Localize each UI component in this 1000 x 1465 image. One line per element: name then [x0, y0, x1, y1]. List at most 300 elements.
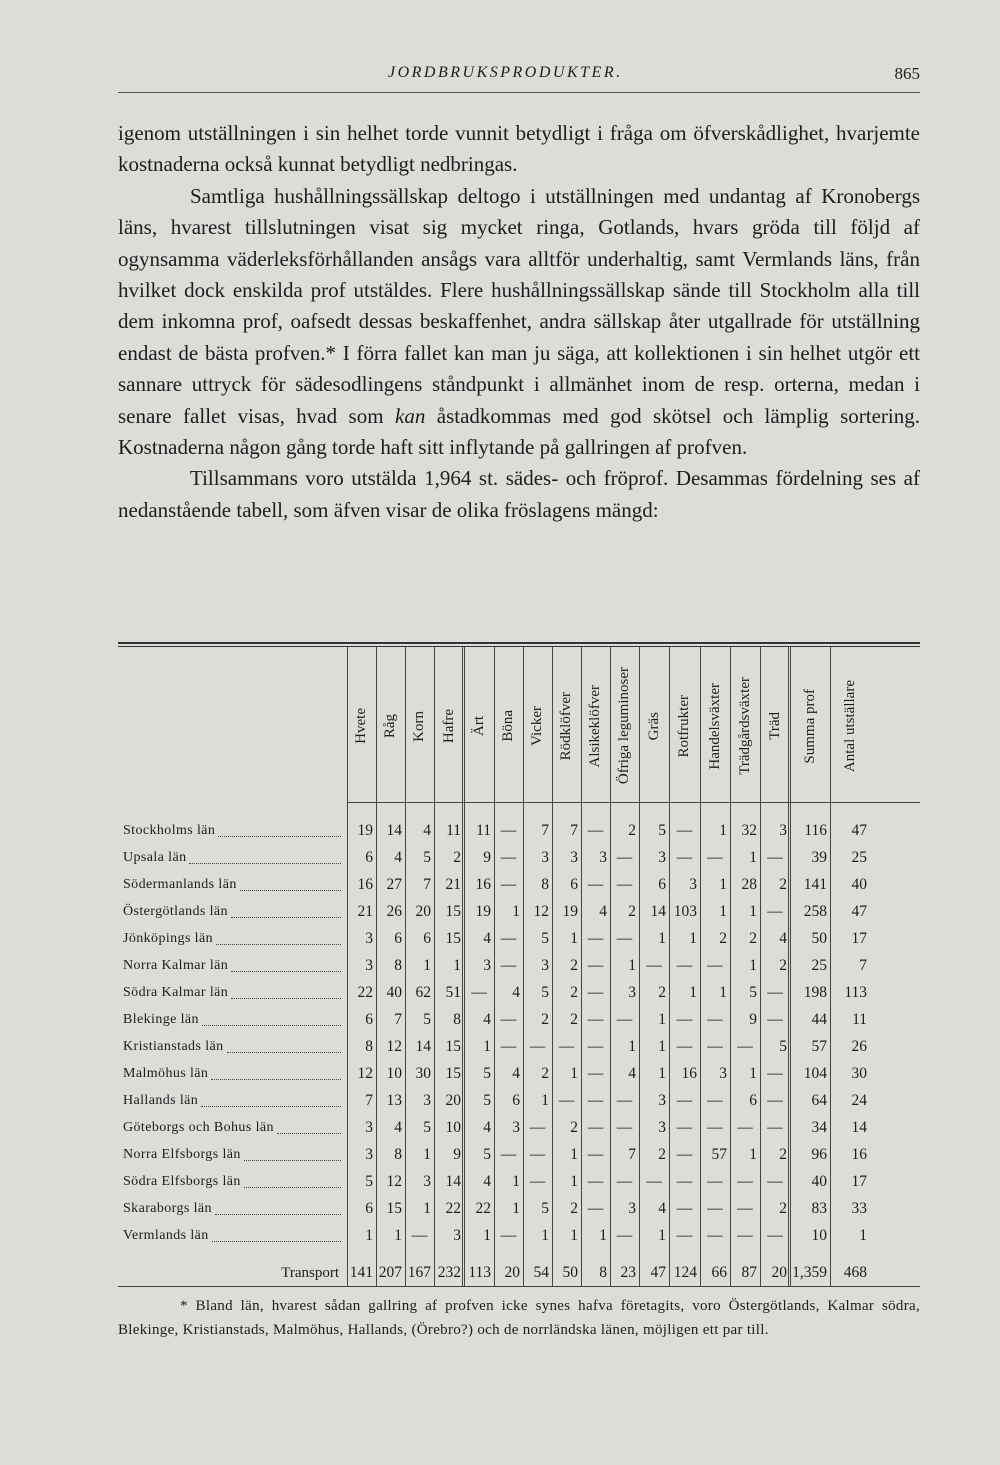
table-cell: — — [587, 1092, 604, 1109]
table-cell: 6 — [394, 930, 402, 947]
table-top-rule — [118, 642, 920, 644]
page-number: 865 — [894, 64, 920, 83]
table-cell: 40 — [386, 984, 402, 1001]
table-cell: 17 — [851, 930, 867, 947]
column-header-3 — [405, 652, 434, 800]
table-cell: 3 — [512, 1119, 520, 1136]
leader-dots — [201, 1096, 341, 1107]
table-cell: 12 — [386, 1173, 402, 1190]
table-cell: 3 — [570, 849, 578, 866]
table-cell: 17 — [851, 1173, 867, 1190]
table-cell: — — [707, 1119, 723, 1136]
table-cell: 34 — [811, 1119, 827, 1136]
table-row — [118, 1169, 920, 1195]
column-header-label: Trädgårdsväxter — [736, 677, 753, 775]
row-label-text: Norra Kalmar län — [123, 958, 229, 973]
table-cell: 4 — [512, 1065, 520, 1082]
row-label-text: Göteborgs och Bohus län — [123, 1120, 274, 1135]
table-cell: 1 — [658, 1065, 666, 1082]
table-cell: 1 — [689, 930, 697, 947]
table-cell: 3 — [365, 957, 373, 974]
table-cell: 5 — [749, 984, 757, 1001]
table-cell: 1 — [749, 1146, 757, 1163]
table-cell: — — [616, 1011, 633, 1028]
column-header-12 — [669, 652, 700, 800]
leader-dots — [227, 1042, 341, 1053]
table-cell: 1 — [512, 1173, 520, 1190]
table-cell: 14 — [650, 903, 666, 920]
paragraph-2-part-1: Samtliga hushållningssällskap deltogo i utställningen med undantag af Kronobergs läns, hvarest tillslutningen visat sig mycket ringa, Gotlands, hvars gröda till följd af ogynsamma väderleksförhållanden ansågs vara alltför underhaltig, samt Vermlands läns, från hvilket dock enskilda prof utstäldes. Flere hushållningssällskap sände till Stockholm alla till dem inkomna prof, oafsedt dessas beskaffenhet, andra sällskap åter utgallrade för utställning endast de bästa profven.* I förra fallet kan man ju säga, att kollektionen i sin helhet utgör ett sannare uttryck för sädesodlingens ståndpunkt i allmänhet inom de resp. orterna, medan i senare fallet visas, hvad som — [118, 183, 920, 428]
leader-dots — [240, 880, 341, 891]
table-cell: — — [500, 1011, 517, 1028]
table-cell: — — [471, 984, 487, 1001]
table-cell: 10 — [445, 1119, 461, 1136]
table-cell: — — [676, 1038, 693, 1055]
table-cell: 3 — [483, 957, 491, 974]
table-cell: 5 — [423, 1011, 431, 1028]
table-cell: 5 — [483, 1092, 491, 1109]
table-cell: 4 — [423, 822, 431, 839]
table-cell: — — [616, 1119, 633, 1136]
table-cell: 1 — [483, 1038, 491, 1055]
table-cell: — — [587, 1038, 604, 1055]
table-cell: 40 — [811, 1173, 827, 1190]
table-cell: 20 — [504, 1264, 520, 1281]
table-cell: 30 — [415, 1065, 431, 1082]
table-cell: 6 — [365, 1011, 373, 1028]
table-cell: — — [587, 1146, 604, 1163]
table-cell: — — [767, 1065, 783, 1082]
leader-dots — [211, 1069, 341, 1080]
table-cell: 3 — [658, 849, 666, 866]
table-cell: — — [616, 1173, 633, 1190]
table-cell: 3 — [541, 957, 549, 974]
table-cell: 3 — [541, 849, 549, 866]
table-cell: 1 — [658, 930, 666, 947]
table-cell: 7 — [423, 876, 431, 893]
row-label-text: Malmöhus län — [123, 1066, 209, 1081]
table-cell: 2 — [541, 1065, 549, 1082]
row-label-text: Upsala län — [123, 850, 187, 865]
column-header-label: Rödklöfver — [558, 691, 574, 761]
table-cell: 4 — [658, 1200, 666, 1217]
table-cell: 4 — [483, 1119, 491, 1136]
table-cell: 10 — [811, 1227, 827, 1244]
table-cell: — — [500, 849, 517, 866]
table-cell: 3 — [365, 1146, 373, 1163]
table-row — [118, 1007, 920, 1033]
table-cell: — — [707, 1038, 723, 1055]
column-header-label: Handelsväxter — [706, 682, 723, 770]
table-cell: 1 — [512, 1200, 520, 1217]
table-cell: 15 — [386, 1200, 402, 1217]
row-label-text: Vermlands län — [123, 1228, 209, 1243]
row-label-text: Blekinge län — [123, 1012, 199, 1027]
table-cell: 3 — [423, 1092, 431, 1109]
table-cell: — — [676, 957, 693, 974]
table-cell: 22 — [475, 1200, 491, 1217]
table-cell: — — [500, 822, 517, 839]
table-cell: 1 — [570, 1227, 578, 1244]
table-cell: — — [587, 957, 604, 974]
table-cell: 96 — [811, 1146, 827, 1163]
row-label — [123, 1169, 345, 1195]
table-cell: — — [558, 1092, 575, 1109]
table-cell: 1 — [483, 1227, 491, 1244]
table-cell: 3 — [658, 1092, 666, 1109]
column-header-4 — [434, 652, 464, 800]
table-cell: 57 — [711, 1146, 727, 1163]
row-label-text: Södermanlands län — [123, 877, 237, 892]
table-cell: 14 — [445, 1173, 461, 1190]
table-cell: — — [767, 1119, 783, 1136]
table-cell: 2 — [570, 984, 578, 1001]
table-cell: 5 — [423, 849, 431, 866]
table-cell: 1 — [570, 1146, 578, 1163]
column-header-label: Alsikeklöfver — [587, 684, 603, 768]
table-cell: 2 — [570, 1119, 578, 1136]
table-cell: 198 — [803, 984, 827, 1001]
table-cell: 28 — [741, 876, 757, 893]
column-header-label: Ärt — [470, 716, 487, 736]
table-cell: 1 — [859, 1227, 867, 1244]
row-label-text: Transport — [281, 1265, 339, 1281]
table-cell: 1 — [749, 849, 757, 866]
table-cell: 2 — [570, 1200, 578, 1217]
table-cell: 8 — [541, 876, 549, 893]
table-cell: 4 — [628, 1065, 636, 1082]
table-cell: — — [500, 1038, 517, 1055]
table-cell: 113 — [844, 984, 867, 1001]
table-cell: 32 — [741, 822, 757, 839]
column-header-label: Vicker — [529, 706, 545, 746]
table-cell: 33 — [851, 1200, 867, 1217]
table-cell: 11 — [476, 822, 491, 839]
table-cell: 15 — [445, 930, 461, 947]
table-cell: 468 — [843, 1264, 867, 1281]
table-cell: 25 — [851, 849, 867, 866]
row-label — [123, 1088, 345, 1114]
table-cell: 141 — [803, 876, 827, 893]
table-cell: — — [707, 1011, 723, 1028]
leader-dots — [189, 853, 341, 864]
column-header-label: Hvete — [353, 708, 369, 744]
table-cell: — — [529, 1173, 546, 1190]
table-cell: 20 — [415, 903, 431, 920]
table-cell: 23 — [620, 1264, 636, 1281]
table-row — [118, 1196, 920, 1222]
table-cell: 40 — [851, 876, 867, 893]
table-cell: 8 — [453, 1011, 461, 1028]
table-cell: 3 — [719, 1065, 727, 1082]
leader-dots — [231, 961, 341, 972]
row-label-text: Skaraborgs län — [123, 1201, 212, 1216]
table-cell: — — [616, 930, 633, 947]
row-label-text: Stockholms län — [123, 823, 216, 838]
table-cell: — — [767, 849, 783, 866]
table-cell: 1 — [453, 957, 461, 974]
table-top-rule-inner — [118, 646, 920, 647]
table-cell: 22 — [357, 984, 373, 1001]
table-cell: 103 — [673, 903, 697, 920]
table-cell: 21 — [357, 903, 373, 920]
table-cell: 6 — [365, 849, 373, 866]
table-cell: 207 — [378, 1264, 402, 1281]
column-header-5 — [464, 652, 494, 800]
table-cell: — — [587, 984, 604, 1001]
table-cell: 2 — [719, 930, 727, 947]
table-cell: 7 — [394, 1011, 402, 1028]
table-cell: — — [737, 1227, 753, 1244]
table-cell: 1 — [719, 903, 727, 920]
column-header-1 — [347, 652, 376, 800]
table-cell: 10 — [386, 1065, 402, 1082]
table-row — [118, 1223, 920, 1249]
table-cell: 24 — [851, 1092, 867, 1109]
table-cell: 5 — [541, 930, 549, 947]
paragraph-1: igenom utställningen i sin helhet torde vunnit betydligt i fråga om öfverskådlighet, hvarjemte kostnaderna också kunnat betydligt nedbringas. — [118, 121, 920, 177]
table-cell: — — [587, 930, 604, 947]
table-cell: — — [587, 1065, 604, 1082]
row-label-text: Södra Kalmar län — [123, 985, 229, 1000]
leader-dots — [244, 1150, 341, 1161]
table-cell: 3 — [658, 1119, 666, 1136]
table-cell: 1 — [658, 1038, 666, 1055]
table-cell: 47 — [851, 822, 867, 839]
running-title: JORDBRUKSPRODUKTER. — [388, 64, 623, 81]
table-cell: — — [587, 876, 604, 893]
paragraph-2 — [118, 181, 920, 464]
table-cell: — — [529, 1119, 546, 1136]
table-cell: 16 — [851, 1146, 867, 1163]
column-header-label: Rotfrukter — [676, 694, 692, 758]
table-cell: 7 — [859, 957, 867, 974]
column-header-label: Summa prof — [801, 688, 818, 764]
table-header-rule — [347, 802, 920, 803]
paragraph-2-part-2: åstadkommas med god skötsel och lämplig sortering. Kostnaderna någon gång torde haft sitt inflytande på gallringen af profven. — [118, 403, 921, 460]
table-cell: — — [676, 1011, 693, 1028]
table-cell: — — [707, 957, 723, 974]
table-cell: 2 — [779, 957, 787, 974]
table-cell: 1 — [689, 984, 697, 1001]
table-cell: — — [737, 1119, 753, 1136]
table-cell: 5 — [423, 1119, 431, 1136]
column-header-label: Gräs — [645, 711, 662, 741]
table-cell: 2 — [628, 903, 636, 920]
table-cell: 1 — [749, 1065, 757, 1082]
leader-dots — [216, 934, 341, 945]
table-cell: — — [767, 1092, 783, 1109]
table-cell: 2 — [541, 1011, 549, 1028]
table-cell: 1 — [365, 1227, 373, 1244]
header-rule — [118, 92, 920, 93]
table-bottom-rule — [118, 1286, 920, 1287]
row-label — [123, 899, 345, 925]
column-header-16 — [790, 652, 830, 800]
table-cell: 19 — [475, 903, 491, 920]
table-row — [118, 845, 920, 871]
table-cell: 3 — [628, 984, 636, 1001]
row-label — [123, 1223, 345, 1249]
table-cell: — — [411, 1227, 428, 1244]
table-cell: 2 — [779, 1146, 787, 1163]
row-label-text: Norra Elfsborgs län — [123, 1147, 241, 1162]
table-cell: 64 — [811, 1092, 827, 1109]
table-cell: — — [767, 1173, 783, 1190]
table-cell: 5 — [541, 1200, 549, 1217]
table-cell: — — [646, 1173, 662, 1190]
table-cell: 113 — [468, 1264, 491, 1281]
table-cell: 4 — [394, 1119, 402, 1136]
table-cell: — — [500, 930, 517, 947]
table-cell: 1 — [570, 930, 578, 947]
table-cell: 2 — [570, 957, 578, 974]
table-cell: 20 — [445, 1092, 461, 1109]
table-cell: 4 — [779, 930, 787, 947]
table-cell: — — [500, 876, 517, 893]
table-cell: — — [707, 849, 723, 866]
table-cell: 30 — [851, 1065, 867, 1082]
table-cell: 2 — [453, 849, 461, 866]
table-cell: 21 — [445, 876, 461, 893]
table-row — [118, 926, 920, 952]
table-cell: 15 — [445, 903, 461, 920]
table-cell: — — [587, 1200, 604, 1217]
table-cell: — — [767, 984, 783, 1001]
table-cell: 47 — [650, 1264, 666, 1281]
table-cell: 7 — [365, 1092, 373, 1109]
table-cell: — — [737, 1200, 753, 1217]
table-cell: 14 — [386, 822, 402, 839]
leader-dots — [277, 1123, 341, 1134]
paragraph-3: Tillsammans voro utstälda 1,964 st. sädes- och fröprof. Desammas fördelning ses af nedanstående tabell, som äfven visar de olika fröslagens mängd: — [118, 466, 920, 522]
table-cell: 26 — [386, 903, 402, 920]
column-header-9 — [581, 652, 610, 800]
row-label-text: Kristianstads län — [123, 1039, 224, 1054]
table-cell: 1 — [658, 1011, 666, 1028]
distribution-table — [118, 642, 920, 1287]
table-cell: 3 — [365, 1119, 373, 1136]
table-cell: 8 — [365, 1038, 373, 1055]
table-cell: — — [737, 1038, 753, 1055]
table-cell: 5 — [483, 1065, 491, 1082]
table-cell: 13 — [386, 1092, 402, 1109]
table-cell: 51 — [445, 984, 461, 1001]
table-cell: — — [558, 1038, 575, 1055]
table-cell: 1 — [719, 984, 727, 1001]
table-cell: 8 — [394, 957, 402, 974]
row-label — [123, 953, 345, 979]
table-cell: — — [676, 1173, 693, 1190]
table-cell: 3 — [779, 822, 787, 839]
table-cell: 66 — [711, 1264, 727, 1281]
column-header-7 — [523, 652, 552, 800]
table-cell: 9 — [749, 1011, 757, 1028]
table-cell: 1 — [423, 957, 431, 974]
table-cell: 8 — [394, 1146, 402, 1163]
table-cell: — — [616, 876, 633, 893]
body-text — [118, 118, 920, 526]
table-cell: 5 — [365, 1173, 373, 1190]
table-cell: 15 — [445, 1065, 461, 1082]
table-cell: 54 — [533, 1264, 549, 1281]
table-cell: 6 — [512, 1092, 520, 1109]
table-cell: — — [587, 1011, 604, 1028]
table-cell: 2 — [570, 1011, 578, 1028]
table-cell: 19 — [562, 903, 578, 920]
row-label-text: Jönköpings län — [123, 931, 213, 946]
table-cell: 57 — [811, 1038, 827, 1055]
table-cell: 6 — [365, 1200, 373, 1217]
table-cell: 167 — [407, 1264, 431, 1281]
table-cell: 50 — [811, 930, 827, 947]
table-cell: 2 — [779, 1200, 787, 1217]
table-cell: 16 — [681, 1065, 697, 1082]
row-label — [123, 1007, 345, 1033]
table-cell: — — [767, 1227, 783, 1244]
table-cell: 141 — [349, 1264, 373, 1281]
table-cell: 50 — [562, 1264, 578, 1281]
table-cell: 5 — [541, 984, 549, 1001]
table-row — [118, 818, 920, 844]
leader-dots — [212, 1231, 341, 1242]
table-cell: 2 — [749, 930, 757, 947]
table-cell: — — [676, 1119, 693, 1136]
table-cell: 1 — [719, 822, 727, 839]
table-cell: 4 — [483, 930, 491, 947]
column-header-label: Antal utställare — [841, 679, 858, 773]
table-cell: 26 — [851, 1038, 867, 1055]
table-cell: 1 — [719, 876, 727, 893]
table-cell: — — [767, 903, 783, 920]
table-cell: 87 — [741, 1264, 757, 1281]
table-cell: 11 — [852, 1011, 867, 1028]
table-cell: 6 — [749, 1092, 757, 1109]
column-header-13 — [700, 652, 730, 800]
row-label — [123, 845, 345, 871]
column-header-17 — [830, 652, 870, 800]
table-cell: 1 — [749, 957, 757, 974]
table-row — [118, 1088, 920, 1114]
table-cell: — — [616, 1227, 633, 1244]
table-cell: 7 — [541, 822, 549, 839]
table-cell: 7 — [570, 822, 578, 839]
row-label — [123, 872, 345, 898]
table-cell: 1 — [541, 1092, 549, 1109]
table-cell: — — [587, 1173, 604, 1190]
table-cell: 232 — [437, 1264, 461, 1281]
column-header-8 — [552, 652, 581, 800]
table-cell: 5 — [483, 1146, 491, 1163]
leader-dots — [218, 826, 341, 837]
row-label — [123, 1115, 345, 1141]
table-cell: — — [529, 1146, 546, 1163]
table-cell: 15 — [445, 1038, 461, 1055]
table-cell: — — [529, 1038, 546, 1055]
column-header-label: Hafre — [440, 708, 457, 744]
row-label — [123, 1061, 345, 1087]
table-cell: 16 — [357, 876, 373, 893]
table-cell: 11 — [446, 822, 461, 839]
table-cell: 47 — [851, 903, 867, 920]
row-label — [123, 980, 345, 1006]
row-label — [123, 926, 345, 952]
leader-dots — [244, 1177, 341, 1188]
table-cell: 9 — [483, 849, 491, 866]
table-cell: — — [767, 1011, 783, 1028]
table-cell: 1 — [570, 1173, 578, 1190]
table-cell: 6 — [658, 876, 666, 893]
